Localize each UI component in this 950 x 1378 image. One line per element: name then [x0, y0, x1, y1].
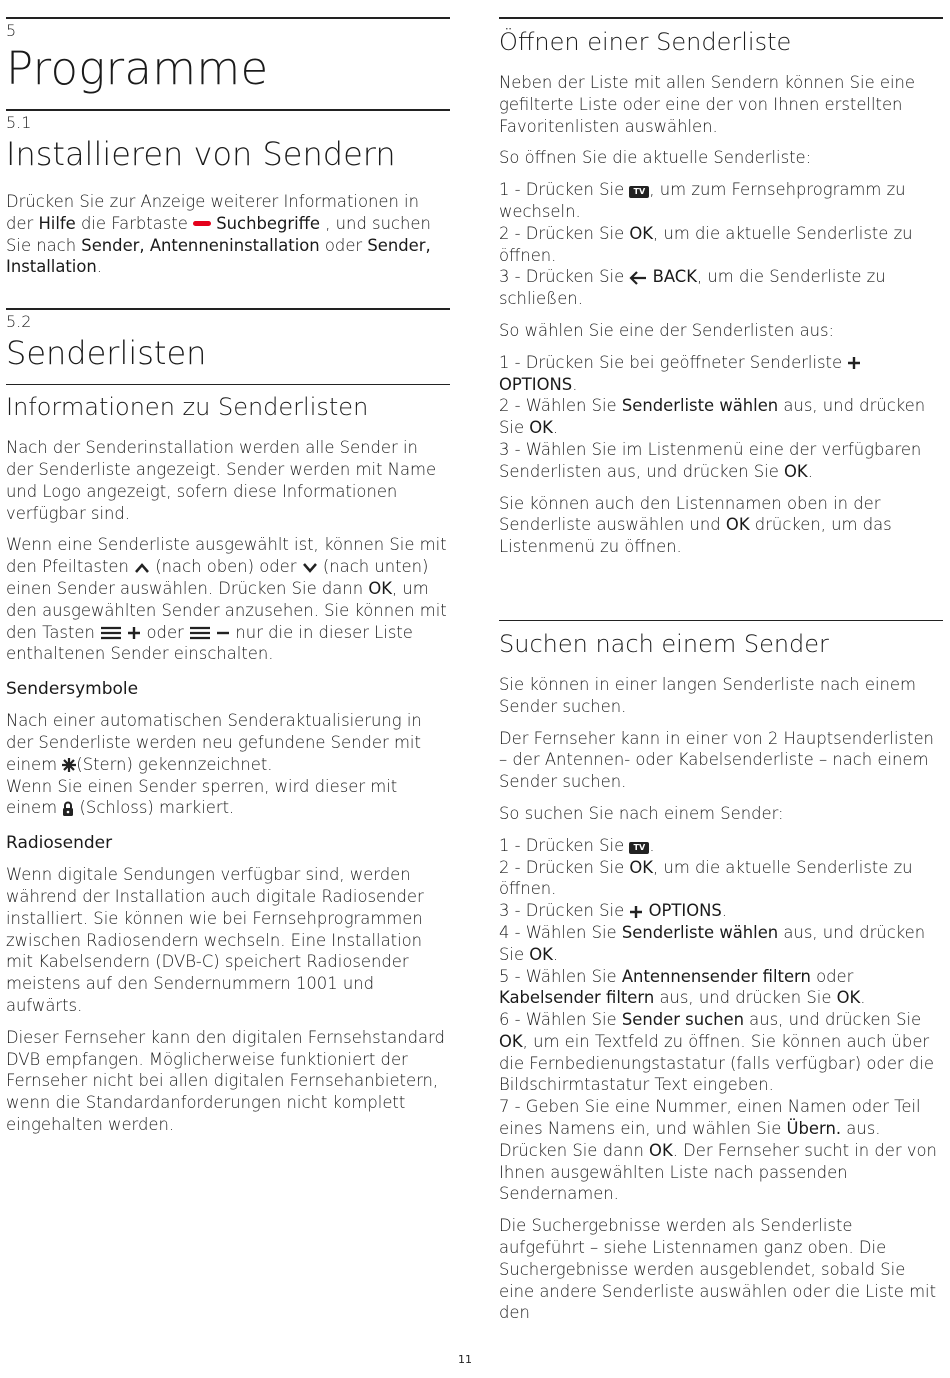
text: 1 - Drücken Sie bei geöffneter Senderliste: [499, 352, 848, 372]
text: .: [572, 374, 578, 394]
star-icon: [62, 758, 76, 772]
list-icon: [189, 626, 211, 640]
menu-item-label: Übern.: [786, 1119, 842, 1139]
text: oder: [810, 966, 854, 986]
text: , um ein Textfeld zu öffnen. Sie können auch über die Fernbedienungstastatur (falls verfügbar) oder die Bildschirmtastatur Text eingeben.: [499, 1031, 934, 1095]
left-column: [6, 0, 450, 1136]
text: 6 - Wählen Sie: [499, 1010, 622, 1030]
ok-label: OK: [836, 988, 861, 1008]
paragraph: [6, 710, 450, 819]
red-color-key-icon: [193, 221, 211, 226]
ok-label: OK: [784, 461, 808, 481]
text: aus, und drücken Sie: [499, 396, 926, 438]
text: Wenn Sie einen Sender sperren, wird dieser mit einem: [6, 776, 398, 818]
topic-label: Sender, Antenneninstallation: [81, 235, 320, 255]
menu-item-label: Kabelsender filtern: [499, 988, 655, 1008]
text: 2 - Drücken Sie: [499, 223, 630, 243]
text: Sie können auch den Listennamen oben in der Senderliste auswählen und: [499, 493, 881, 535]
text: , um zum Fernsehprogramm zu wechseln.: [499, 180, 906, 221]
text: 2 - Drücken Sie: [499, 857, 630, 877]
text: aus, und drücken Sie: [743, 1010, 922, 1030]
section-rule: [6, 308, 450, 310]
chevron-down-icon: [302, 562, 318, 574]
paragraph: So öffnen Sie die aktuelle Senderliste:: [499, 148, 812, 168]
text: (nach unten) einen Sender auswählen. Drücken Sie dann: [6, 557, 429, 598]
text: aus. Drücken Sie dann: [499, 1119, 881, 1160]
chapter-number: 5: [6, 21, 17, 40]
ok-label: OK: [725, 515, 750, 535]
subsection-title: Informationen zu Senderlisten: [6, 393, 369, 422]
text: Nach einer automatischen Senderaktualisierung in der Senderliste werden neu gefundene Sender mit einem: [6, 711, 422, 774]
subsection-title: Öffnen einer Senderliste: [499, 28, 792, 56]
tv-key-icon: TV: [629, 842, 649, 854]
ok-label: OK: [529, 418, 553, 438]
paragraph: Der Fernseher kann in einer von 2 Hauptsenderlisten – der Antennen- oder Kabelsenderliste – nach einem Sender suchen.: [499, 728, 934, 792]
tv-key-icon: TV: [629, 186, 649, 198]
text: 4 - Wählen Sie: [499, 922, 622, 942]
text: 3 - Wählen Sie im Listenmenü eine der verfügbaren Senderlisten aus, und drücken Sie: [499, 439, 922, 481]
lock-icon: [62, 801, 74, 816]
menu-item-label: Sender suchen: [621, 1010, 744, 1030]
steps-list: [499, 835, 943, 1206]
section-title: Installieren von Sendern: [6, 135, 396, 173]
text: (Stern) gekennzeichnet.: [76, 754, 273, 774]
text: 3 - Drücken Sie: [499, 901, 630, 921]
minus-icon: [216, 626, 230, 640]
section-number: 5.1: [6, 113, 32, 132]
section-number: 5.2: [6, 312, 32, 332]
paragraph: [499, 493, 943, 558]
paragraph: Die Suchergebnisse werden als Senderliste aufgeführt – siehe Listennamen ganz oben. Die Suchergebnisse werden ausgeblendet, sobald Sie eine andere Senderliste auswählen oder die Liste mit den: [499, 1216, 937, 1323]
menu-item-label: Antennensender filtern: [621, 966, 811, 986]
text: 1 - Drücken Sie: [499, 180, 630, 200]
text: aus, und drücken Sie: [654, 988, 837, 1008]
subsection-title: Suchen nach einem Sender: [499, 629, 829, 658]
paragraph: Wenn digitale Sendungen verfügbar sind, werden während der Installation auch digitale Radiosender installiert. Sie können wie bei Fernsehprogrammen zwischen Radiosendern wechseln. Eine Installation mit Kabelsendern (DVB-C) speichert Radiosender meistens auf den Sendernummern 1001 und aufwärts.: [6, 865, 424, 1015]
text: , um den ausgewählten Sender anzusehen. Sie können mit den Tasten: [6, 578, 447, 642]
page-number: 11: [458, 1353, 472, 1366]
text: Drücken Sie zur Anzeige weiterer Informationen in der: [6, 192, 419, 233]
chapter-rule: [6, 17, 450, 19]
text: 2 - Wählen Sie: [499, 396, 622, 416]
text: .: [552, 418, 559, 438]
text: , um die aktuelle Senderliste zu öffnen.: [499, 857, 913, 899]
options-label: OPTIONS: [499, 374, 573, 394]
subheading: Sendersymbole: [6, 679, 139, 700]
text: .: [649, 835, 655, 855]
text: .: [552, 944, 559, 964]
ok-label: OK: [629, 857, 654, 877]
topic-label: Sender, Installation: [6, 235, 431, 277]
text: 3 - Drücken Sie: [499, 267, 630, 287]
ok-label: OK: [499, 1031, 523, 1051]
text: Wenn eine Senderliste ausgewählt ist, können Sie mit den Pfeiltasten: [6, 535, 447, 577]
ok-label: OK: [368, 578, 392, 598]
text: .: [807, 461, 813, 481]
right-column: [499, 0, 943, 1324]
text: 7 - Geben Sie eine Nummer, einen Namen oder Teil eines Namens ein, und wählen Sie: [499, 1097, 921, 1139]
paragraph: So wählen Sie eine der Senderlisten aus:: [499, 320, 835, 340]
ok-label: OK: [529, 944, 553, 964]
back-arrow-icon: [629, 271, 647, 285]
text: die Farbtaste: [75, 213, 194, 233]
text: oder: [319, 235, 368, 255]
ok-label: OK: [629, 223, 654, 243]
back-label: BACK: [652, 267, 697, 287]
paragraph: [6, 191, 450, 278]
subsection-rule: [499, 620, 943, 621]
paragraph: Sie können in einer langen Senderliste nach einem Sender suchen.: [499, 674, 916, 716]
steps-list: [499, 179, 943, 310]
help-label: Hilfe: [38, 213, 76, 233]
menu-item-label: Senderliste wählen: [621, 396, 779, 416]
plus-icon: [847, 356, 861, 370]
options-label: OPTIONS: [648, 901, 722, 921]
paragraph: Nach der Senderinstallation werden alle Sender in der Senderliste angezeigt. Sender werden mit Name und Logo angezeigt, sofern diese Informationen verfügbar sind.: [6, 438, 437, 523]
ok-label: OK: [649, 1140, 673, 1160]
text: , und suchen Sie nach: [6, 213, 431, 255]
text: drücken, um das Listenmenü zu öffnen.: [499, 515, 892, 557]
list-icon: [100, 626, 122, 640]
section-title: Senderlisten: [6, 334, 207, 373]
text: . Der Fernseher sucht in der von Ihnen ausgewählten Liste nach passenden Sendernamen.: [499, 1140, 937, 1204]
paragraph: Neben der Liste mit allen Sendern können Sie eine gefilterte Liste oder eine der von Ihnen erstellten Favoritenlisten auswählen.: [499, 73, 915, 136]
paragraph: Dieser Fernseher kann den digitalen Fernsehstandard DVB empfangen. Möglicherweise funktioniert der Fernseher nicht bei allen digitalen Fernsehanbietern, wenn die Standardanforderungen nicht komplett eingehalten werden.: [6, 1027, 445, 1134]
paragraph: [6, 534, 450, 665]
paragraph: So suchen Sie nach einem Sender:: [499, 803, 784, 823]
subsection-rule: [499, 17, 943, 19]
chevron-up-icon: [134, 562, 150, 574]
subheading: Radiosender: [6, 833, 113, 854]
menu-item-label: Senderliste wählen: [621, 922, 779, 942]
text: , um die aktuelle Senderliste zu öffnen.: [499, 223, 913, 265]
text: 5 - Wählen Sie: [499, 966, 622, 986]
text: .: [96, 257, 102, 277]
text: nur die in dieser Liste enthaltenen Sender einschalten.: [6, 622, 413, 664]
plus-icon: [127, 626, 141, 640]
text: aus, und drücken Sie: [499, 922, 926, 964]
text: , um die Senderliste zu schließen.: [499, 267, 886, 309]
text: .: [721, 901, 728, 921]
steps-list: [499, 352, 943, 483]
text: (Schloss) markiert.: [79, 798, 235, 818]
chapter-title: Programme: [6, 42, 269, 95]
plus-icon: [629, 905, 643, 919]
section-rule: [6, 109, 450, 111]
text: (nach oben) oder: [150, 557, 302, 577]
keywords-label: Suchbegriffe: [216, 213, 321, 233]
text: .: [860, 988, 866, 1008]
subsection-rule: [6, 384, 450, 385]
text: 1 - Drücken Sie: [499, 835, 630, 855]
text: oder: [141, 622, 189, 642]
